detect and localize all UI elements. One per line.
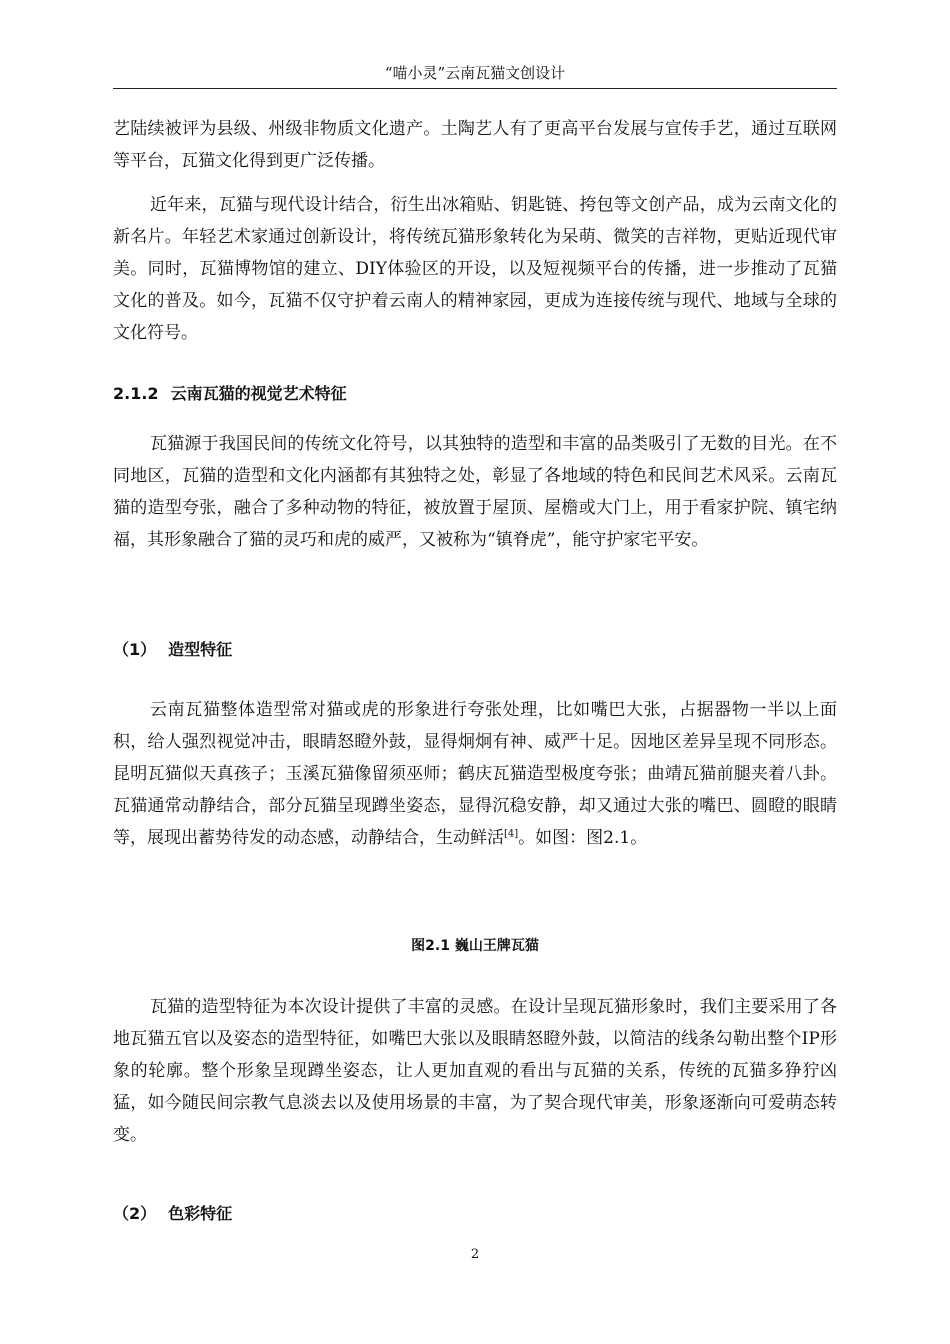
figure-caption: 图2.1 巍山王牌瓦猫 <box>411 938 539 954</box>
section-number: 2.1.2 <box>113 384 159 403</box>
running-header: “喵小灵”云南瓦猫文创设计 <box>384 64 566 82</box>
header-divider <box>113 88 837 89</box>
subsection-title: 造型特征 <box>168 640 233 659</box>
citation-reference: [4] <box>504 828 519 840</box>
paragraph-tail: 。如图：图2.1。 <box>518 828 648 848</box>
subsection-heading-shape <box>113 636 232 664</box>
subsection-number: （1） <box>113 640 157 659</box>
section-heading-visual-features <box>113 380 347 408</box>
paragraph-design-inspiration: 瓦猫的造型特征为本次设计提供了丰富的灵感。在设计呈现瓦猫形象时，我们主要采用了各地瓦猫五官以及姿态的造型特征，如嘴巴大张以及眼睛怒瞪外鼓，以简洁的线条勾勒出整个IP形象的轮廓。整个形象呈现蹲坐姿态，让人更加直观的看出与瓦猫的关系，传统的瓦猫多狰狞凶猛，如今随民间宗教气息淡去以及使用场景的丰富，为了契合现代审美，形象逐渐向可爱萌态转变。 <box>113 997 837 1145</box>
paragraph-wamao-origin: 瓦猫源于我国民间的传统文化符号，以其独特的造型和丰富的品类吸引了无数的目光。在不同地区，瓦猫的造型和文化内涵都有其独特之处，彰显了各地域的特色和民间艺术风采。云南瓦猫的造型夸张，融合了多种动物的特征，被放置于屋顶、屋檐或大门上，用于看家护院、镇宅纳福，其形象融合了猫的灵巧和虎的威严，又被称为“镇脊虎”，能守护家宅平安。 <box>113 434 837 550</box>
subsection-number: （2） <box>113 1204 157 1223</box>
subsection-title: 色彩特征 <box>168 1204 233 1223</box>
subsection-heading-color <box>113 1200 232 1228</box>
paragraph-continuation: 艺陆续被评为县级、州级非物质文化遗产。土陶艺人有了更高平台发展与宣传手艺，通过互联网等平台，瓦猫文化得到更广泛传播。 <box>113 119 837 171</box>
page-number: 2 <box>470 1247 480 1262</box>
paragraph-modern-design: 近年来，瓦猫与现代设计结合，衍生出冰箱贴、钥匙链、挎包等文创产品，成为云南文化的新名片。年轻艺术家通过创新设计，将传统瓦猫形象转化为呆萌、微笑的吉祥物，更贴近现代审美。同时，瓦猫博物馆的建立、DIY体验区的开设，以及短视频平台的传播，进一步推动了瓦猫文化的普及。如今，瓦猫不仅守护着云南人的精神家园，更成为连接传统与现代、地域与全球的文化符号。 <box>113 195 837 343</box>
paragraph-shape-features <box>113 694 837 854</box>
paragraph-body: 云南瓦猫整体造型常对猫或虎的形象进行夸张处理，比如嘴巴大张，占据器物一半以上面积，给人强烈视觉冲击，眼睛怒瞪外鼓，显得炯炯有神、威严十足。因地区差异呈现不同形态。昆明瓦猫似天真孩子；玉溪瓦猫像留须巫师；鹤庆瓦猫造型极度夸张；曲靖瓦猫前腿夹着八卦。瓦猫通常动静结合，部分瓦猫呈现蹲坐姿态，显得沉稳安静，却又通过大张的嘴巴、圆瞪的眼睛等，展现出蓄势待发的动态感，动静结合，生动鲜活 <box>113 700 837 848</box>
section-title: 云南瓦猫的视觉艺术特征 <box>170 384 347 403</box>
